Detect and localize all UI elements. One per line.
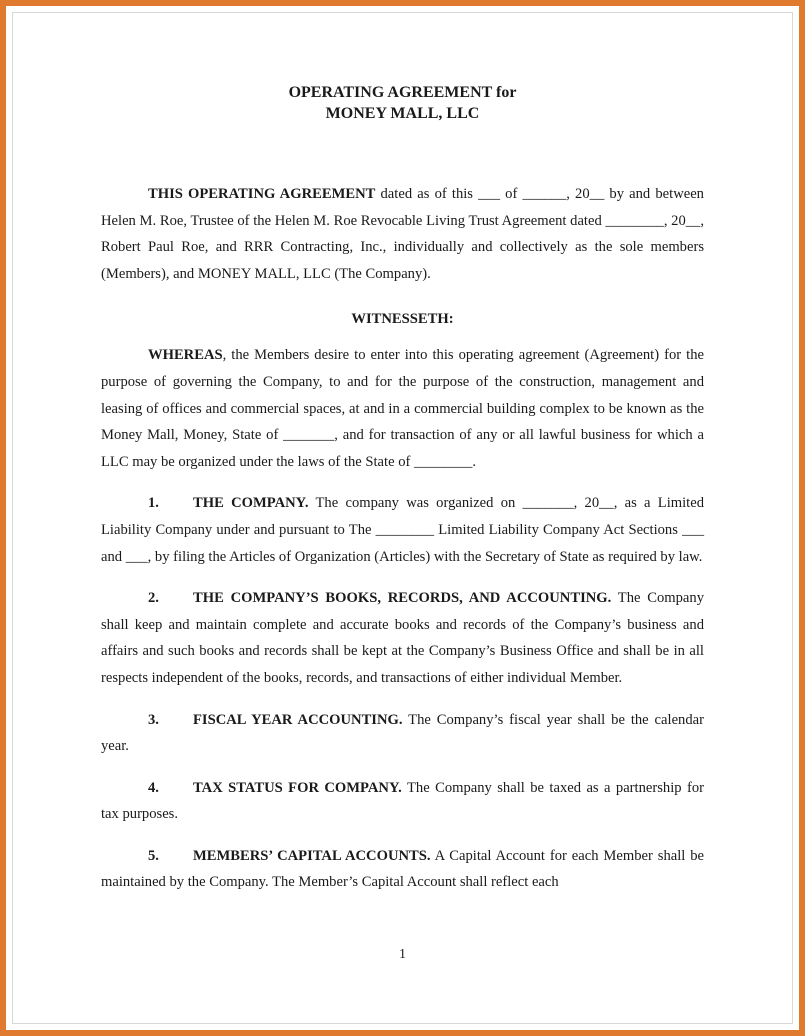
section-4 — [101, 775, 704, 828]
intro-text: dated as of this ___ of ______, 20__ by and between Helen M. Roe, Trustee of the Helen M. Roe Revocable Living Trust Agreement dated ________, 20__, Robert Paul Roe, and RRR Contracting, Inc., individually and collectively as the sole members (Members), and MONEY MALL, LLC (The Company). — [101, 186, 704, 282]
section-3-text: The Company’s fiscal year shall be the calendar year. — [101, 711, 704, 755]
section-5 — [101, 843, 704, 896]
section-5-number: 5. — [148, 847, 159, 864]
document-page — [101, 82, 704, 896]
section-3-heading: FISCAL YEAR ACCOUNTING. — [193, 711, 403, 728]
section-1 — [101, 490, 704, 570]
witnesseth-heading: WITNESSETH: — [351, 311, 454, 328]
section-2-text: The Company shall keep and maintain complete and accurate books and records of the Company’s business and affairs and such books and records shall be kept at the Company’s Business Office and shall be in all respects independent of the books, records, and transactions of either individual Member. — [101, 590, 704, 686]
section-2-number: 2. — [148, 590, 159, 607]
section-2-heading: THE COMPANY’S BOOKS, RECORDS, AND ACCOUNTING. — [193, 590, 612, 607]
section-2 — [101, 585, 704, 691]
section-4-number: 4. — [148, 779, 159, 796]
section-3-number: 3. — [148, 711, 159, 728]
section-4-text: The Company shall be taxed as a partnership for tax purposes. — [101, 779, 704, 823]
section-1-heading: THE COMPANY. — [193, 495, 309, 512]
whereas-text: , the Members desire to enter into this operating agreement (Agreement) for the purpose of governing the Company, to and for the purpose of the construction, management and leasing of offices and commercial spaces, at and in a commercial building complex to be known as the Money Mall, Money, State of _______, and for transaction of any or all lawful business for which a LLC may be organized under the laws of the State of ________. — [101, 347, 704, 470]
page-number: 1 — [399, 947, 406, 962]
intro-bold-lead: THIS OPERATING AGREEMENT — [148, 186, 376, 202]
document-title-line-2: MONEY MALL, LLC — [325, 105, 480, 122]
intro-paragraph — [101, 181, 704, 287]
section-3 — [101, 707, 704, 760]
section-4-heading: TAX STATUS FOR COMPANY. — [193, 779, 402, 796]
section-5-text: A Capital Account for each Member shall be maintained by the Company. The Member’s Capital Account shall reflect each — [101, 847, 705, 891]
section-1-text: The company was organized on _______, 20__, as a Limited Liability Company under and pursuant to The ________ Limited Liability Company Act Sections ___ and ___, by filing the Articles of Organization (Articles) with the Secretary of State as required by law. — [101, 495, 705, 565]
document-title-line-1: OPERATING AGREEMENT for — [288, 84, 517, 101]
whereas-paragraph — [101, 342, 704, 475]
whereas-bold-lead: WHEREAS — [148, 347, 223, 364]
section-5-heading: MEMBERS’ CAPITAL ACCOUNTS. — [193, 847, 431, 864]
section-1-number: 1. — [148, 495, 159, 512]
